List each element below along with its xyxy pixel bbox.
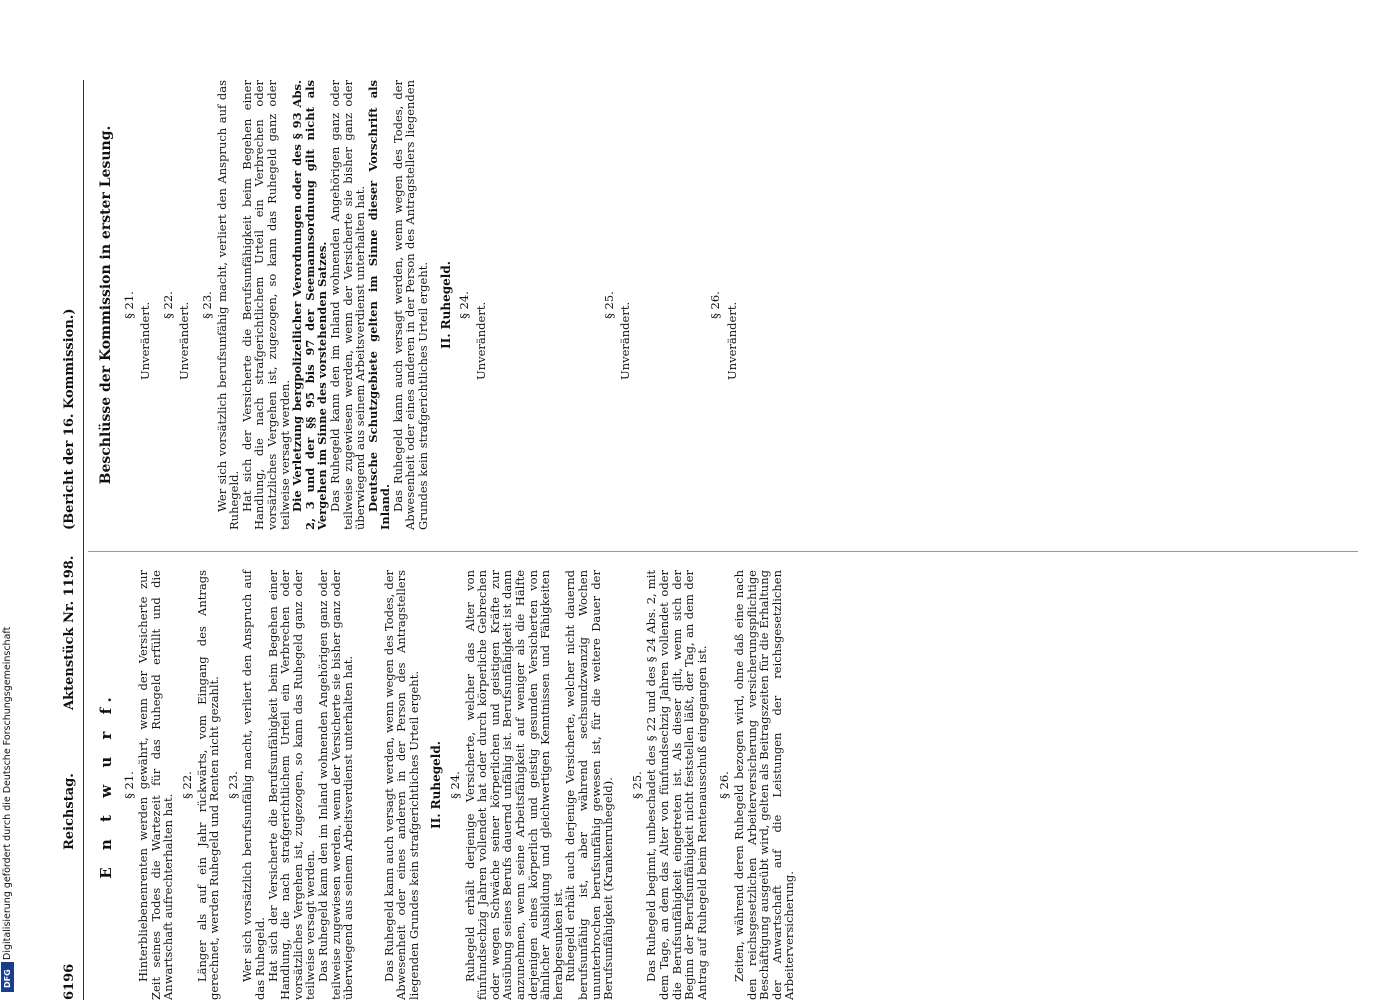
section-text: Länger als auf ein Jahr rückwärts, vom Eingang des Antrags gerechnet, werden Ruhegeld und Renten nicht gezahlt. [194,570,222,1000]
unchanged-note: Unverändert. [177,301,192,380]
unchanged-note: Unverändert. [725,301,740,380]
header-document-number: Aktenstück Nr. 1198. [62,555,77,710]
commission-column [92,80,749,530]
section-text: Wer sich vorsätzlich berufsunfähig macht, verliert den Anspruch auf das Ruhegeld. [214,80,242,530]
section-heading: § 22. [179,771,194,799]
page-number: 6196 [62,963,77,1000]
section-heading: § 26. [708,291,723,319]
amended-text: Die Verletzung bergpolizeilicher Verordnungen oder des § 93 Abs. 2, 3 und der §§ 95 bis 97 der Seemannsordnung gilt nicht als Vergehen im Sinne des vorstehenden Satzes. [290,80,330,530]
section-heading: § 25. [629,771,644,799]
section-text: Hinterbliebenenrenten werden gewährt, wenn der Versicherte zur Zeit seines Todes die Wartezeit für das Ruhegeld erfüllt und die Anwartschaft aufrechterhalten hat. [136,570,176,1000]
section-heading: § 22. [160,291,175,319]
commission-column-title: Beschlüsse der Kommission in erster Lesung. [98,125,114,485]
section-text: Das Ruhegeld beginnt, unbeschadet des § 22 und des § 24 Abs. 2, mit dem Tage, an dem das Alter von fünfundsechzig Jahren vollendet oder die Berufsunfähigkeit eingetreten ist. Als dieser gilt, wenn sich der Beginn der Berufsunfähigkeit nicht feststellen läßt, der Tag, an dem der Antrag auf Ruhegeld beim Rentenausschuß eingegangen ist. [644,570,709,1000]
section-heading: § 24. [457,291,472,319]
column-divider [88,551,1358,552]
dfg-logo-text: DFG [3,969,12,988]
draft-column [92,570,796,1000]
section-text: Das Ruhegeld kann den im Inland wohnenden Angehörigen ganz oder teilweise zugewiesen werden, wenn der Versicherte sie bisher ganz oder überwiegend aus seinem Arbeitsverdienst unterhalten hat. [327,80,368,530]
digitization-note-strip [0,600,14,1000]
section-text: Hat sich der Versicherte die Berufsunfähigkeit beim Begehen einer Handlung, die nach strafgerichtlichem Urteil ein Verbrechen oder vorsätzliches Vergehen ist, zugezogen, so kann das Ruhegeld ganz oder teilweise versagt werden. [239,80,292,530]
chapter-heading: II. Ruhegeld. [438,261,453,349]
section-text: Hat sich der Versicherte die Berufsunfähigkeit beim Begehen einer Handlung, die nach strafgerichtlichem Urteil ein Verbrechen oder vorsätzliches Vergehen ist, zugezogen, so kann das Ruhegeld ganz oder teilweise versagt werden. [265,570,318,1000]
draft-column-title: E n t w u r f. [97,691,115,879]
section-heading: § 23. [225,771,240,799]
unchanged-note: Unverändert. [138,301,153,380]
digitization-note: Digitalisierung gefördert durch die Deutsche Forschungsgemeinschaft [2,626,13,960]
section-heading: § 21. [121,291,136,319]
section-heading: § 26. [717,771,732,799]
document-page [58,80,1363,1000]
unchanged-note: Unverändert. [618,301,633,380]
section-text: Das Ruhegeld kann auch versagt werden, wenn wegen des Todes, der Abwesenheit oder eines anderen in der Person des Antragstellers liegenden Grundes kein strafgerichtliches Urteil ergeht. [381,570,421,1000]
section-text: Ruhegeld erhält derjenige Versicherte, welcher das Alter von fünfundsechzig Jahren vollendet hat oder durch körperliche Gebrechen oder wegen Schwäche seiner körperlichen und geistigen Kräfte zur Ausübung seines Berufs dauernd unfähig ist. Berufsunfähigkeit ist dann anzunehmen, wenn seine Arbeitsfähigkeit auf weniger als die Hälfte derjenigen eines körperlich und geistig gesunden Versicherten von ähnlicher Ausbildung und gleichwertigen Kenntnissen und Fähigkeiten herabgesunken ist. [462,570,565,1000]
section-text: Das Ruhegeld kann auch versagt werden, wenn wegen des Todes, der Abwesenheit oder eines anderen in der Person des Antragstellers liegenden Grundes kein strafgerichtliches Urteil ergeht. [390,80,431,530]
header-rule [83,80,84,1000]
section-text: Das Ruhegeld kann den im Inland wohnenden Angehörigen ganz oder teilweise zugewiesen werden, wenn der Versicherte sie bisher ganz oder überwiegend aus seinem Arbeitsverdienst unterhalten hat. [315,570,356,1000]
page-header [58,80,84,1000]
section-text: Wer sich vorsätzlich berufsunfähig macht, verliert den Anspruch auf das Ruhegeld. [240,570,267,1000]
header-publication: Reichstag. [62,773,77,850]
chapter-heading: II. Ruhegeld. [429,741,444,829]
section-heading: § 24. [448,771,463,799]
unchanged-note: Unverändert. [473,301,488,380]
amended-text: Deutsche Schutzgebiete gelten im Sinne dieser Vorschrift als Inland. [365,80,393,530]
dfg-logo [1,962,14,992]
section-heading: § 23. [199,291,214,319]
section-heading: § 21. [121,771,136,799]
section-text: Zeiten, während deren Ruhegeld bezogen wird, ohne daß eine nach den reichsgesetzlichen Arbeiterversicherung versicherungspflichtige Beschäftigung ausgeübt wird, gelten als Beitragszeiten für die Erhaltung der Anwartschaft auf die Leistungen der reichsgesetzlichen Arbeiterversicherung. [731,570,797,1000]
header-report-title: (Bericht der 16. Kommission.) [62,308,77,530]
section-heading: § 25. [601,291,616,319]
section-text: Ruhegeld erhält auch derjenige Versicherte, welcher nicht dauernd berufsunfähig ist, aber während sechsundzwanzig Wochen ununterbrochen berufsunfähig gewesen ist, für die weitere Dauer der Berufsunfähigkeit (Krankenruhegeld). [563,570,616,1000]
